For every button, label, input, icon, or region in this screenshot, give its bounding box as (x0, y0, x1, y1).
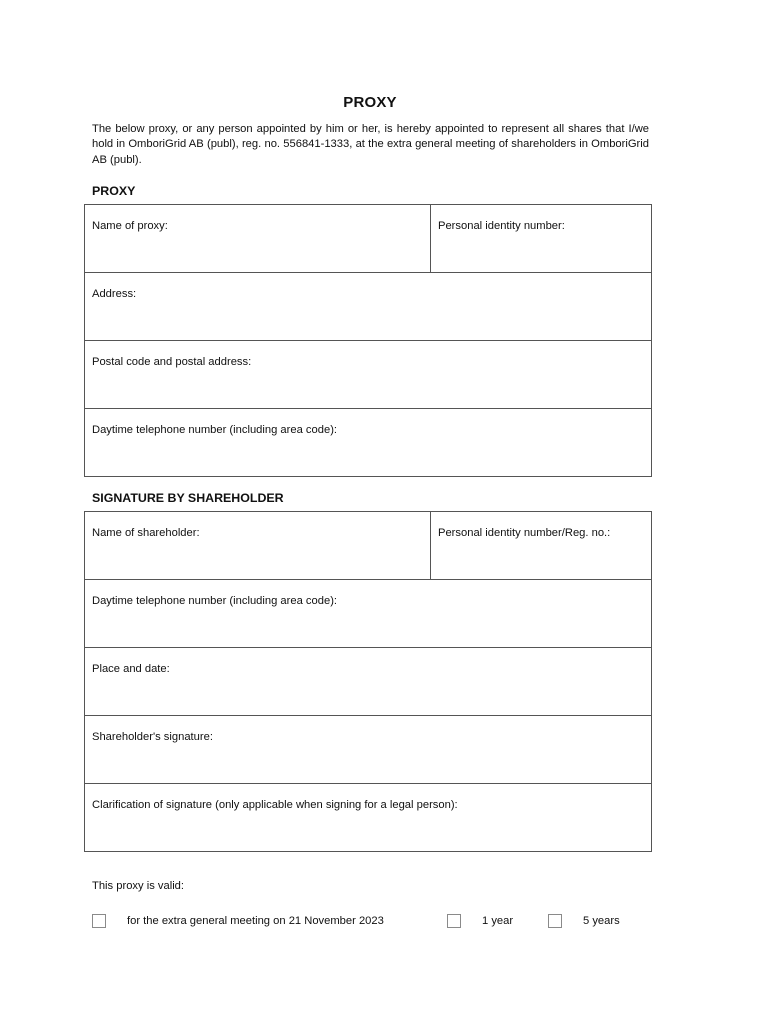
proxy-postal-field[interactable] (85, 341, 652, 409)
validity-option-meeting (92, 914, 384, 928)
validity-option-1-year (447, 914, 513, 928)
signature-clarification-field[interactable] (85, 784, 652, 852)
validity-label: This proxy is valid: (92, 880, 185, 892)
proxy-address-field[interactable] (85, 273, 652, 341)
page-title: PROXY (343, 94, 397, 111)
place-date-field[interactable] (85, 648, 652, 716)
proxy-phone-field[interactable] (85, 409, 652, 477)
proxy-details-table (84, 204, 652, 477)
proxy-pin-field[interactable] (431, 205, 652, 273)
proxy-phone-label: Daytime telephone number (including area code): (92, 424, 338, 436)
proxy-name-label: Name of proxy: (92, 220, 168, 232)
signature-details-table (84, 511, 652, 852)
place-date-label: Place and date: (92, 663, 170, 675)
proxy-postal-label: Postal code and postal address: (92, 356, 252, 368)
proxy-address-label: Address: (92, 288, 137, 300)
shareholder-signature-label: Shareholder's signature: (92, 731, 213, 743)
five-years-checkbox[interactable] (548, 914, 562, 928)
five-years-option-label: 5 years (583, 915, 620, 927)
one-year-option-label: 1 year (482, 915, 514, 927)
proxy-pin-label: Personal identity number: (438, 220, 565, 232)
signature-clarification-label: Clarification of signature (only applicable when signing for a legal person): (92, 799, 458, 811)
meeting-option-label: for the extra general meeting on 21 November 2023 (127, 915, 384, 927)
signature-section-heading: SIGNATURE BY SHAREHOLDER (92, 491, 284, 505)
shareholder-name-field[interactable] (85, 512, 431, 580)
shareholder-phone-field[interactable] (85, 580, 652, 648)
validity-option-5-years (548, 914, 620, 928)
shareholder-signature-field[interactable] (85, 716, 652, 784)
proxy-name-field[interactable] (85, 205, 431, 273)
shareholder-pin-field[interactable] (431, 512, 652, 580)
intro-paragraph: The below proxy, or any person appointed by him or her, is hereby appointed to represent all shares that I/we hold in OmboriGrid AB (publ), reg. no. 556841-1333, at the extra general meeting of shareholders in OmboriGrid AB (publ). (92, 123, 649, 166)
proxy-section-heading: PROXY (92, 184, 136, 198)
shareholder-phone-label: Daytime telephone number (including area code): (92, 595, 338, 607)
one-year-checkbox[interactable] (447, 914, 461, 928)
meeting-checkbox[interactable] (92, 914, 106, 928)
shareholder-pin-label: Personal identity number/Reg. no.: (438, 527, 611, 539)
shareholder-name-label: Name of shareholder: (92, 527, 200, 539)
